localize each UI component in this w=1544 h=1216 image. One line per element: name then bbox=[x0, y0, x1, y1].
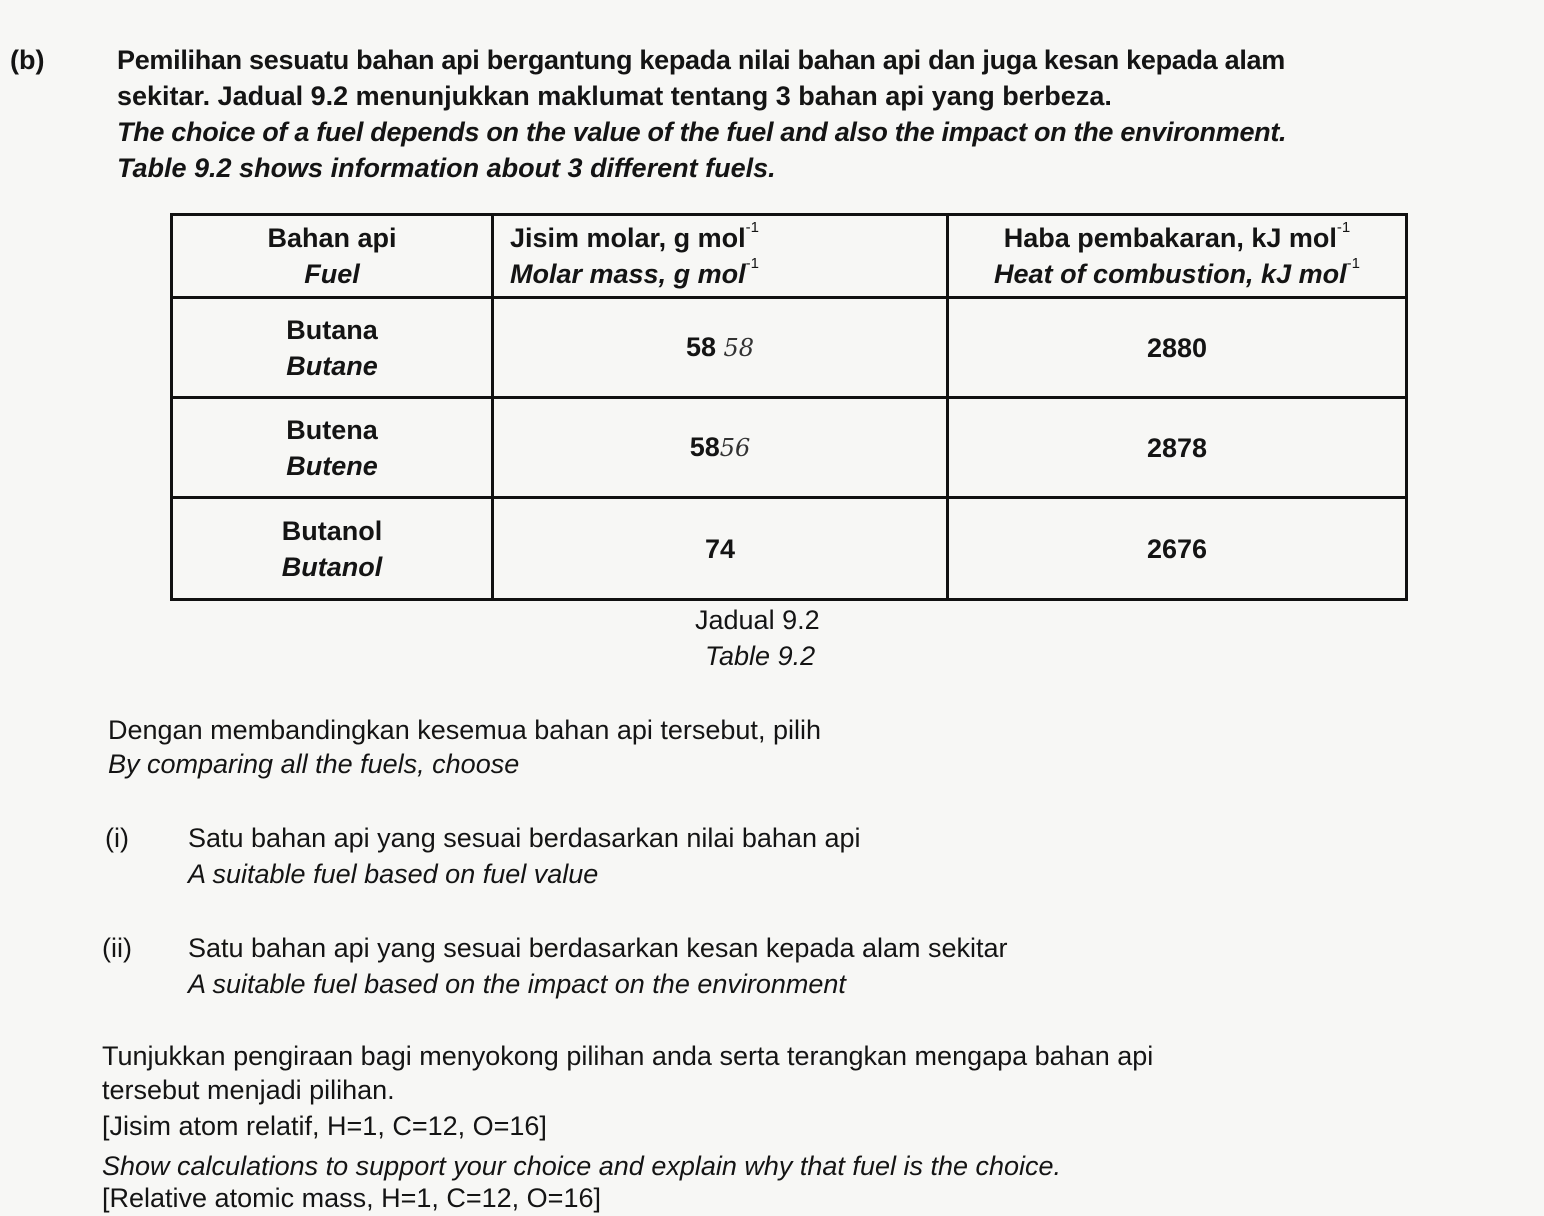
prompt-ms: Dengan membandingkan kesemua bahan api tersebut, pilih bbox=[108, 715, 821, 745]
heat-value: 2878 bbox=[1146, 432, 1208, 463]
header-en: Molar mass, g mol bbox=[510, 259, 746, 289]
table-row bbox=[172, 398, 1407, 498]
intro-ms-line-1: Pemilihan sesuatu bahan api bergantung kepada nilai bahan api dan juga kesan kepada alam bbox=[117, 45, 1285, 75]
prompt-en: By comparing all the fuels, choose bbox=[108, 749, 520, 779]
heat-value: 2880 bbox=[1146, 332, 1208, 363]
fuel-en: Butanol bbox=[281, 551, 383, 582]
heat-cell bbox=[948, 498, 1407, 600]
header-sup: -1 bbox=[745, 219, 759, 236]
header-sup: -1 bbox=[1336, 219, 1351, 236]
fuel-cell bbox=[172, 498, 493, 600]
heat-value: 2676 bbox=[1146, 533, 1208, 564]
heat-cell bbox=[948, 298, 1407, 398]
heat-cell bbox=[948, 398, 1407, 498]
instruction-ms-line-1: Tunjukkan pengiraan bagi menyokong pilihan anda serta terangkan mengapa bahan api bbox=[102, 1041, 1154, 1071]
header-en: Fuel bbox=[304, 259, 360, 289]
molar-mass: 74 bbox=[704, 533, 736, 564]
part-ii-ms: Satu bahan api yang sesuai berdasarkan kesan kepada alam sekitar bbox=[188, 933, 1008, 963]
header-fuel bbox=[172, 215, 493, 298]
instruction-en-line-2: [Relative atomic mass, H=1, C=12, O=16] bbox=[102, 1183, 601, 1213]
molar-mass-cell bbox=[493, 298, 948, 398]
instruction-ms-line-3: [Jisim atom relatif, H=1, C=12, O=16] bbox=[102, 1111, 547, 1141]
part-i-en: A suitable fuel based on fuel value bbox=[188, 859, 599, 889]
header-sup: -1 bbox=[1346, 255, 1360, 272]
fuel-en: Butene bbox=[286, 450, 378, 481]
question-label: (b) bbox=[10, 45, 45, 75]
fuel-ms: Butanol bbox=[281, 515, 383, 546]
header-ms: Haba pembakaran, kJ mol bbox=[1003, 223, 1337, 253]
instruction-ms-line-2: tersebut menjadi pilihan. bbox=[102, 1075, 395, 1105]
part-i-label: (i) bbox=[105, 823, 129, 853]
table-header-row bbox=[172, 215, 1407, 298]
fuel-table bbox=[170, 213, 1408, 601]
handwritten-note: 58 bbox=[723, 334, 755, 362]
molar-mass: 58 bbox=[685, 332, 716, 362]
table-caption-en: Table 9.2 bbox=[705, 641, 816, 671]
intro-en-line-2: Table 9.2 shows information about 3 different fuels. bbox=[117, 153, 776, 183]
fuel-cell bbox=[172, 398, 493, 498]
part-ii-en: A suitable fuel based on the impact on the environment bbox=[188, 969, 846, 999]
molar-mass-cell bbox=[493, 398, 948, 498]
table-row bbox=[172, 498, 1407, 600]
header-molar-mass bbox=[493, 215, 948, 298]
intro-en-line-1: The choice of a fuel depends on the value of the fuel and also the impact on the environment. bbox=[117, 117, 1287, 147]
molar-mass: 58 bbox=[689, 432, 720, 462]
fuel-ms: Butena bbox=[286, 414, 378, 445]
intro-ms-line-2: sekitar. Jadual 9.2 menunjukkan maklumat tentang 3 bahan api yang berbeza. bbox=[117, 81, 1112, 111]
handwritten-note: 56 bbox=[719, 434, 751, 462]
header-en: Heat of combustion, kJ mol bbox=[994, 259, 1347, 289]
fuel-ms: Butana bbox=[286, 314, 378, 345]
header-sup: -1 bbox=[745, 255, 759, 272]
fuel-en: Butane bbox=[286, 350, 378, 381]
table-caption-ms: Jadual 9.2 bbox=[695, 605, 820, 635]
part-i-ms: Satu bahan api yang sesuai berdasarkan nilai bahan api bbox=[188, 823, 861, 853]
header-ms: Jisim molar, g mol bbox=[510, 223, 746, 253]
instruction-en-line-1: Show calculations to support your choice and explain why that fuel is the choice. bbox=[102, 1151, 1062, 1181]
header-heat bbox=[948, 215, 1407, 298]
table-row bbox=[172, 298, 1407, 398]
fuel-cell bbox=[172, 298, 493, 398]
molar-mass-cell bbox=[493, 498, 948, 600]
part-ii-label: (ii) bbox=[102, 933, 132, 963]
header-ms: Bahan api bbox=[267, 223, 397, 253]
